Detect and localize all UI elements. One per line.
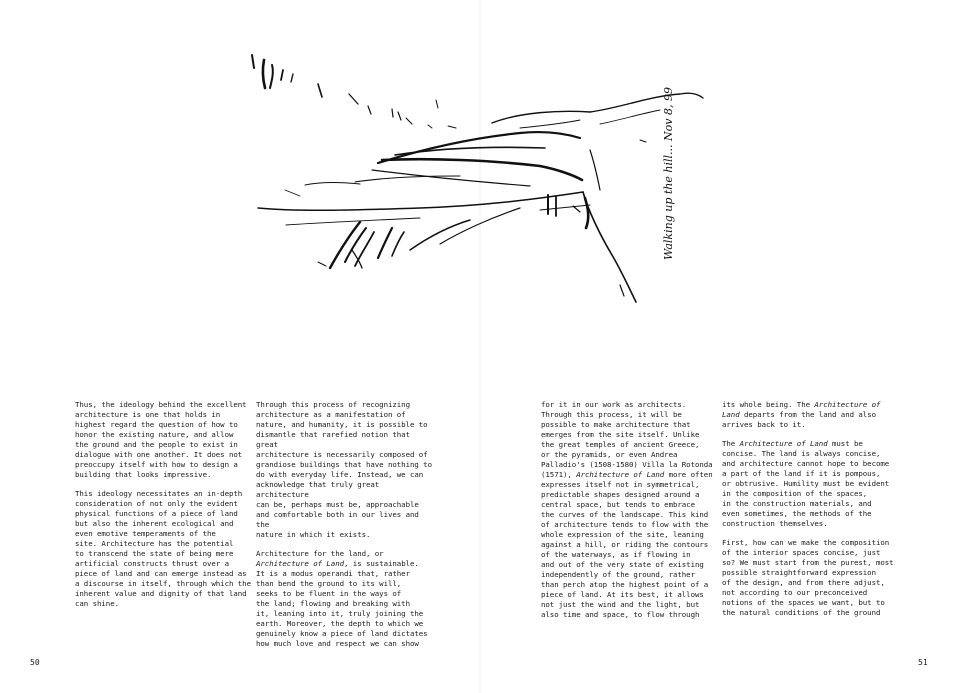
paragraph [722, 439, 902, 529]
paragraph [722, 400, 902, 430]
text-column-3 [541, 400, 721, 629]
text-run: more often expresses itself not in symmetrical, predictable shapes designed around a central space, but tends to embrace the curves of the landscape. This kind of architecture tends to flow with the whole expression of the site, leaning against a hill, or riding the contours of the waterways, as if flowing in and out of the very state of existing independently of the ground, rather than perch atop the highest point of a piece of land. At its best, it allows not just the wind and the light, but also time and space, to flow through [541, 470, 713, 619]
text-run: Architecture for the land, or [256, 549, 384, 558]
text-run: The [722, 439, 740, 448]
paragraph: Through this process of recognizing architecture as a manifestation of nature, and humanity, it is possible to dismantle that rarefied notion that great architecture is necessarily composed of grandiose buildings that have nothing to do with everyday life. Instead, we can acknowledge that truly great architecture can be, perhaps must be, approachable and comfortable both in our lives and the nature in which it exists. [256, 400, 432, 539]
text-column-1 [75, 400, 255, 618]
italic-title: Architecture of Land [576, 470, 665, 479]
italic-title: Architecture of Land [256, 559, 344, 568]
italic-title: Architecture of Land [722, 400, 881, 419]
text-run: for it in our work as architects. Through this process, it will be possible to make architecture that emerges from the site itself. Unlike the great temples of ancient Greece, or the pyramids, or even Andrea Palladio's (1508-1580) Villa la Rotonda (1571), [541, 400, 713, 479]
paragraph: This ideology necessitates an in-depth consideration of not only the evident physical functions of a piece of land but also the inherent ecological and even emotive temperaments of the site. Architecture has the potential to transcend the state of being mere artificial constructs thrust over a piece of land and can emerge instead as a discourse in itself, through which the inherent value and dignity of that land can shine. [75, 489, 251, 608]
text-column-2 [256, 400, 436, 658]
paragraph [541, 400, 721, 620]
sketch-handwritten-note: Walking up the hill... Nov 8, 99 [662, 87, 675, 260]
italic-title: Architecture of Land [739, 439, 828, 448]
text-column-4 [722, 400, 902, 627]
page-number-right: 51 [918, 658, 928, 667]
text-run: its whole being. The [722, 400, 815, 409]
paragraph: Thus, the ideology behind the excellent architecture is one that holds in highest regard the question of how to honor the existing nature, and allow the ground and the people to exist in dialogue with one another. It does not preoccupy itself with how to design a building that looks impressive. [75, 400, 247, 479]
text-run: , is sustainable. It is a modus operandi that, rather than bend the ground to its will, seeks to be fluent in the ways of the land; flowing and breaking with it, leaning into it, truly joining the earth. Moreover, the depth to which we genuinely know a piece of land dictates how much love and respect we can show [256, 559, 428, 648]
text-run: must be concise. The land is always concise, and architecture cannot hope to become a part of the land if it is pompous, or obtrusive. Humility must be evident in the composition of the spaces, in the construction materials, and even sometimes, the methods of the construction themselves. [722, 439, 890, 528]
paragraph [256, 549, 436, 649]
page-number-left: 50 [30, 658, 40, 667]
paragraph: First, how can we make the composition of the interior spaces concise, just so? We must start from the purest, most possible straightforward expression of the design, and from there adjust, not according to our preconceived notions of the spaces we want, but to the natural conditions of the ground [722, 538, 894, 617]
text-run: departs from the land and also arrives back to it. [722, 410, 876, 429]
